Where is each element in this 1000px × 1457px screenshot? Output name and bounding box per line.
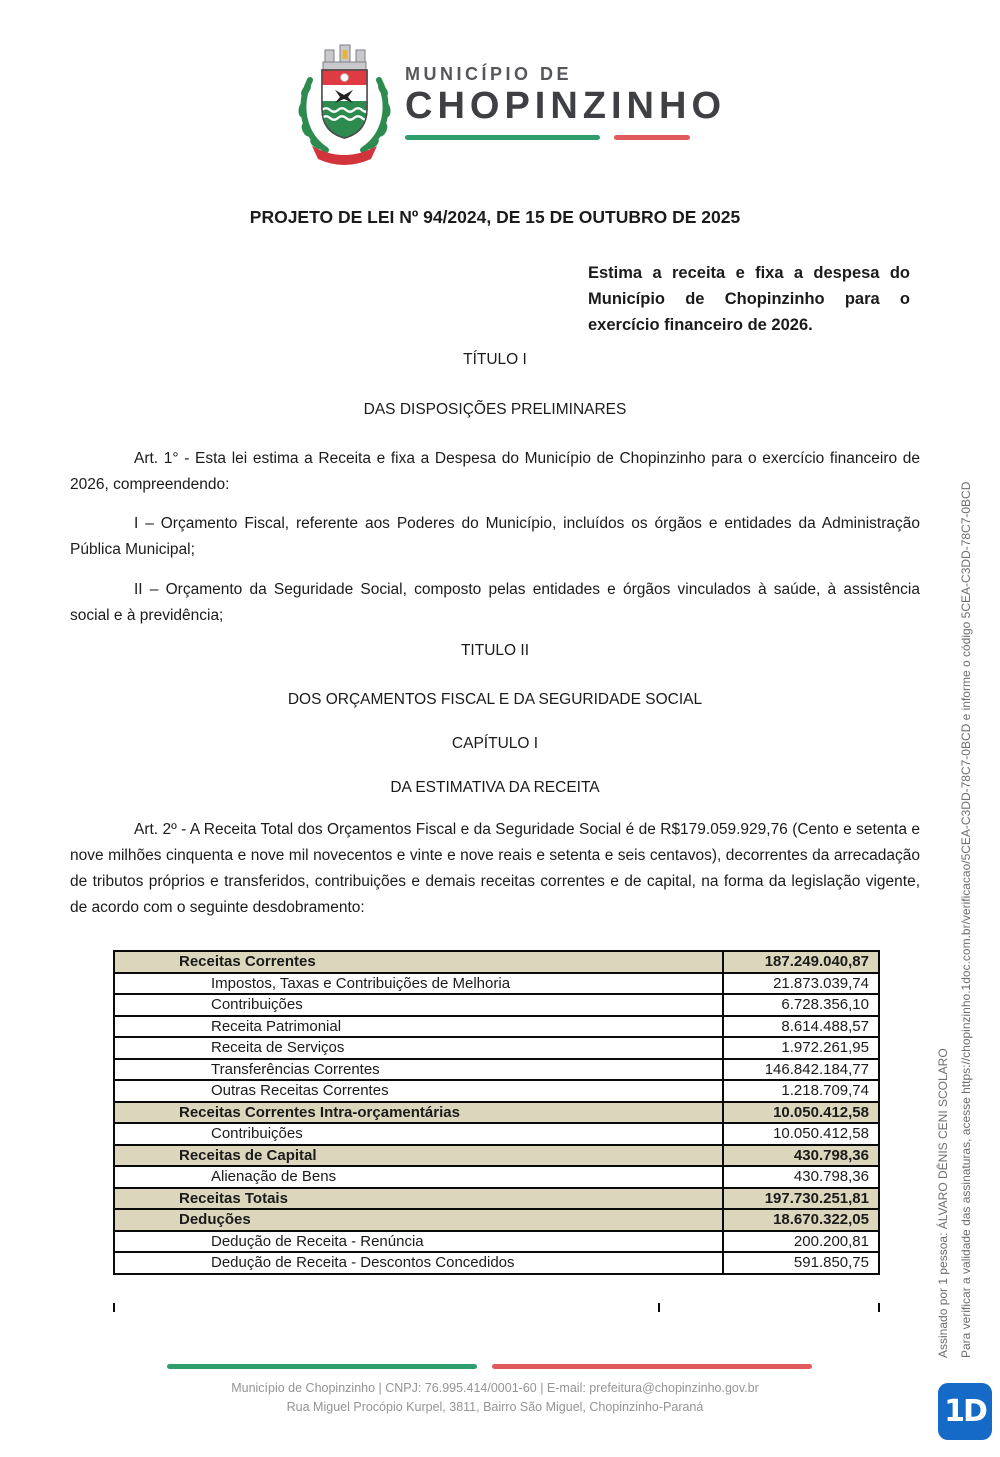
table-row <box>114 1123 879 1145</box>
row-label: Deduções <box>114 1209 723 1231</box>
revenue-table-body <box>114 951 879 1274</box>
heading-orcamentos-fiscal: DOS ORÇAMENTOS FISCAL E DA SEGURIDADE SOCIAL <box>287 691 703 708</box>
row-label: Dedução de Receita - Renúncia <box>114 1231 723 1253</box>
row-label: Receitas Correntes <box>114 951 723 973</box>
paragraph-inciso-ii: II – Orçamento da Seguridade Social, composto pelas entidades e órgãos vinculados à saúde, à assistência social e à previdência; <box>70 581 920 624</box>
row-label: Receitas de Capital <box>114 1145 723 1167</box>
row-value: 430.798,36 <box>723 1166 879 1188</box>
signature-verification-note: Para verificar a validade das assinaturas, acesse https://chopinzinho.1doc.com.br/verificacao/5CEA-C3DD-78C7-0BCD e informe o código 5CEA-C3DD-78C7-0BCD <box>959 481 973 1358</box>
table-row <box>114 973 879 995</box>
heading-titulo-i: TÍTULO I <box>463 351 527 368</box>
row-label: Receita de Serviços <box>114 1037 723 1059</box>
heading-disposicoes-preliminares: DAS DISPOSIÇÕES PRELIMINARES <box>363 401 627 418</box>
row-label: Receitas Totais <box>114 1188 723 1210</box>
onedoc-logo <box>938 1383 992 1440</box>
footer-contact: Município de Chopinzinho | CNPJ: 76.995.414/0001-60 | E-mail: prefeitura@chopinzinho.gov.br <box>231 1381 759 1395</box>
brand-underline-green <box>405 135 600 140</box>
row-value: 197.730.251,81 <box>723 1188 879 1210</box>
row-label: Receita Patrimonial <box>114 1016 723 1038</box>
row-value: 10.050.412,58 <box>723 1102 879 1124</box>
brand-underline <box>405 135 726 140</box>
row-value: 1.972.261,95 <box>723 1037 879 1059</box>
footer-divider-green <box>167 1364 477 1369</box>
table-row <box>114 1166 879 1188</box>
coat-of-arms-icon <box>296 38 393 166</box>
row-value: 1.218.709,74 <box>723 1080 879 1102</box>
table-row <box>114 1037 879 1059</box>
table-cut-continuation <box>113 1303 880 1312</box>
footer-address: Rua Miguel Procópio Kurpel, 3811, Bairro São Miguel, Chopinzinho-Paraná <box>286 1400 704 1414</box>
row-value: 10.050.412,58 <box>723 1123 879 1145</box>
heading-titulo-ii: TITULO II <box>460 642 530 659</box>
row-value: 18.670.322,05 <box>723 1209 879 1231</box>
row-label: Transferências Correntes <box>114 1059 723 1081</box>
row-value: 591.850,75 <box>723 1252 879 1274</box>
table-row <box>114 1188 879 1210</box>
doc-title: PROJETO DE LEI Nº 94/2024, DE 15 DE OUTUBRO DE 2025 <box>249 207 741 227</box>
row-value: 187.249.040,87 <box>723 951 879 973</box>
paragraph-art-2: Art. 2º - A Receita Total dos Orçamentos Fiscal e da Seguridade Social é de R$179.059.929,76 (Cento e setenta e nove milhões cinquenta e nove mil novecentos e vinte e nove reais e setenta e seis centavos), decorrentes da arrecadação de tributos próprios e transferidos, contribuições e demais receitas correntes e de capital, na forma da legislação vigente, de acordo com o seguinte desdobramento: <box>70 821 920 916</box>
table-row <box>114 1080 879 1102</box>
table-row <box>114 951 879 973</box>
table-column-divider <box>658 1303 660 1312</box>
row-value: 146.842.184,77 <box>723 1059 879 1081</box>
onedoc-logo-text: 1D <box>944 1394 986 1429</box>
table-row <box>114 1209 879 1231</box>
table-row <box>114 1102 879 1124</box>
row-value: 8.614.488,57 <box>723 1016 879 1038</box>
row-label: Outras Receitas Correntes <box>114 1080 723 1102</box>
row-value: 200.200,81 <box>723 1231 879 1253</box>
row-label: Impostos, Taxas e Contribuições de Melhoria <box>114 973 723 995</box>
row-label: Receitas Correntes Intra-orçamentárias <box>114 1102 723 1124</box>
row-label: Contribuições <box>114 994 723 1016</box>
table-row <box>114 1231 879 1253</box>
footer-divider-red <box>492 1364 812 1369</box>
table-row <box>114 1059 879 1081</box>
heading-estimativa-receita: DA ESTIMATIVA DA RECEITA <box>390 779 600 796</box>
table-row <box>114 1252 879 1274</box>
paragraph-inciso-i: I – Orçamento Fiscal, referente aos Poderes do Município, incluídos os órgãos e entidades da Administração Pública Municipal; <box>70 515 920 558</box>
paragraph-art-1: Art. 1° - Esta lei estima a Receita e fixa a Despesa do Município de Chopinzinho para o exercício financeiro de 2026, compreendendo: <box>70 450 920 493</box>
heading-capitulo-i: CAPÍTULO I <box>451 735 539 752</box>
row-value: 6.728.356,10 <box>723 994 879 1016</box>
row-value: 21.873.039,74 <box>723 973 879 995</box>
row-label: Contribuições <box>114 1123 723 1145</box>
table-row <box>114 1145 879 1167</box>
row-label: Alienação de Bens <box>114 1166 723 1188</box>
table-row <box>114 994 879 1016</box>
row-label: Dedução de Receita - Descontos Concedidos <box>114 1252 723 1274</box>
org-name: CHOPINZINHO <box>405 85 726 128</box>
ementa-summary: Estima a receita e fixa a despesa do Município de Chopinzinho para o exercício financeiro de 2026. <box>588 264 910 334</box>
brand-underline-red <box>614 135 690 140</box>
revenue-table <box>113 950 880 1275</box>
table-row <box>114 1016 879 1038</box>
signature-note: Assinado por 1 pessoa: ÁLVARO DÊNIS CENI SCOLARO <box>936 1048 950 1358</box>
org-name-prefix: MUNICÍPIO DE <box>405 64 573 85</box>
municipality-header <box>296 38 726 166</box>
row-value: 430.798,36 <box>723 1145 879 1167</box>
